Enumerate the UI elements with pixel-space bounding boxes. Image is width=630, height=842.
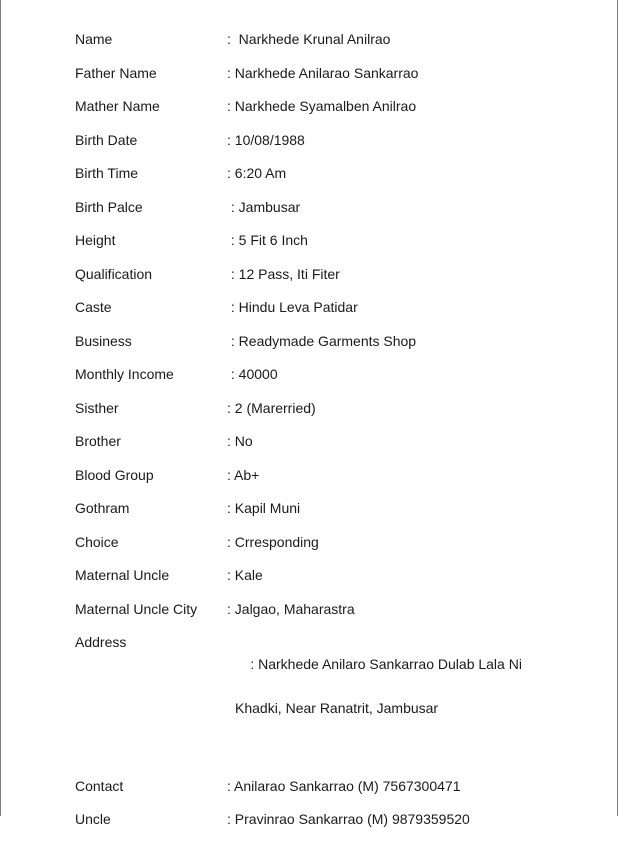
label-name: Name (75, 31, 113, 47)
row-address (75, 631, 575, 763)
row-qualification (75, 263, 575, 285)
value-sister: : 2 (Marerried) (227, 399, 316, 416)
row-mother-name (75, 95, 575, 117)
label-gothram: Gothram (75, 500, 130, 516)
value-blood-group: : Ab+ (227, 466, 260, 483)
row-blood-group (75, 464, 575, 486)
value-caste: : Hindu Leva Patidar (227, 299, 358, 315)
row-uncle (75, 808, 575, 830)
row-name (75, 28, 575, 50)
row-maternal-uncle (75, 564, 575, 586)
label-birth-time: Birth Time (75, 165, 139, 181)
value-qualification: : 12 Pass, Iti Fiter (227, 265, 340, 282)
label-address: Address (75, 634, 127, 650)
row-choice (75, 531, 575, 553)
row-birth-time (75, 162, 575, 184)
value-brother: : No (227, 433, 253, 449)
value-name: : Narkhede Krunal Anilrao (227, 31, 391, 47)
row-business (75, 330, 575, 352)
value-mother-name: : Narkhede Syamalben Anilrao (227, 98, 417, 114)
label-father-name: Father Name (75, 64, 157, 81)
value-choice: : Crresponding (227, 533, 319, 550)
row-birth-date (75, 129, 575, 151)
row-birth-place (75, 196, 575, 218)
value-birth-date: : 10/08/1988 (227, 131, 305, 148)
label-sister: Sisther (75, 399, 119, 416)
label-maternal-uncle-city: Maternal Uncle City (75, 600, 198, 617)
value-maternal-uncle: : Kale (227, 567, 263, 583)
value-maternal-uncle-city: : Jalgao, Maharastra (227, 600, 355, 617)
label-blood-group: Blood Group (75, 466, 154, 483)
row-height (75, 229, 575, 251)
value-height: : 5 Fit 6 Inch (227, 232, 308, 248)
value-father-name: : Narkhede Anilarao Sankarrao (227, 64, 419, 81)
value-address-line-1: : Narkhede Anilaro Sankarrao Dulab Lala Ni (250, 656, 522, 672)
label-monthly-income: Monthly Income (75, 366, 174, 382)
label-choice: Choice (75, 533, 119, 550)
row-contact (75, 775, 575, 797)
row-caste (75, 296, 575, 318)
label-height: Height (75, 232, 116, 248)
value-uncle: : Pravinrao Sankarrao (M) 9879359520 (227, 811, 470, 827)
value-address-line-2: Khadki, Near Ranatrit, Jambusar (235, 700, 439, 716)
row-maternal-uncle-city (75, 598, 575, 620)
value-monthly-income: : 40000 (227, 366, 278, 382)
label-birth-place: Birth Palce (75, 198, 143, 215)
value-birth-place: : Jambusar (227, 198, 301, 215)
row-father-name (75, 62, 575, 84)
label-brother: Brother (75, 433, 121, 449)
label-mother-name: Mather Name (75, 98, 160, 114)
label-uncle: Uncle (75, 811, 111, 827)
label-maternal-uncle: Maternal Uncle (75, 567, 170, 583)
label-birth-date: Birth Date (75, 131, 138, 148)
value-business: : Readymade Garments Shop (227, 332, 417, 349)
row-sister (75, 397, 575, 419)
row-gothram (75, 497, 575, 519)
biodata-list (75, 28, 575, 842)
label-contact: Contact (75, 777, 124, 794)
value-birth-time: : 6:20 Am (227, 165, 287, 181)
label-qualification: Qualification (75, 265, 153, 282)
row-monthly-income (75, 363, 575, 385)
label-caste: Caste (75, 299, 112, 315)
value-contact: : Anilarao Sankarrao (M) 7567300471 (227, 777, 461, 794)
row-brother (75, 430, 575, 452)
value-address (227, 631, 575, 763)
label-business: Business (75, 332, 132, 349)
value-gothram: : Kapil Muni (227, 500, 301, 516)
